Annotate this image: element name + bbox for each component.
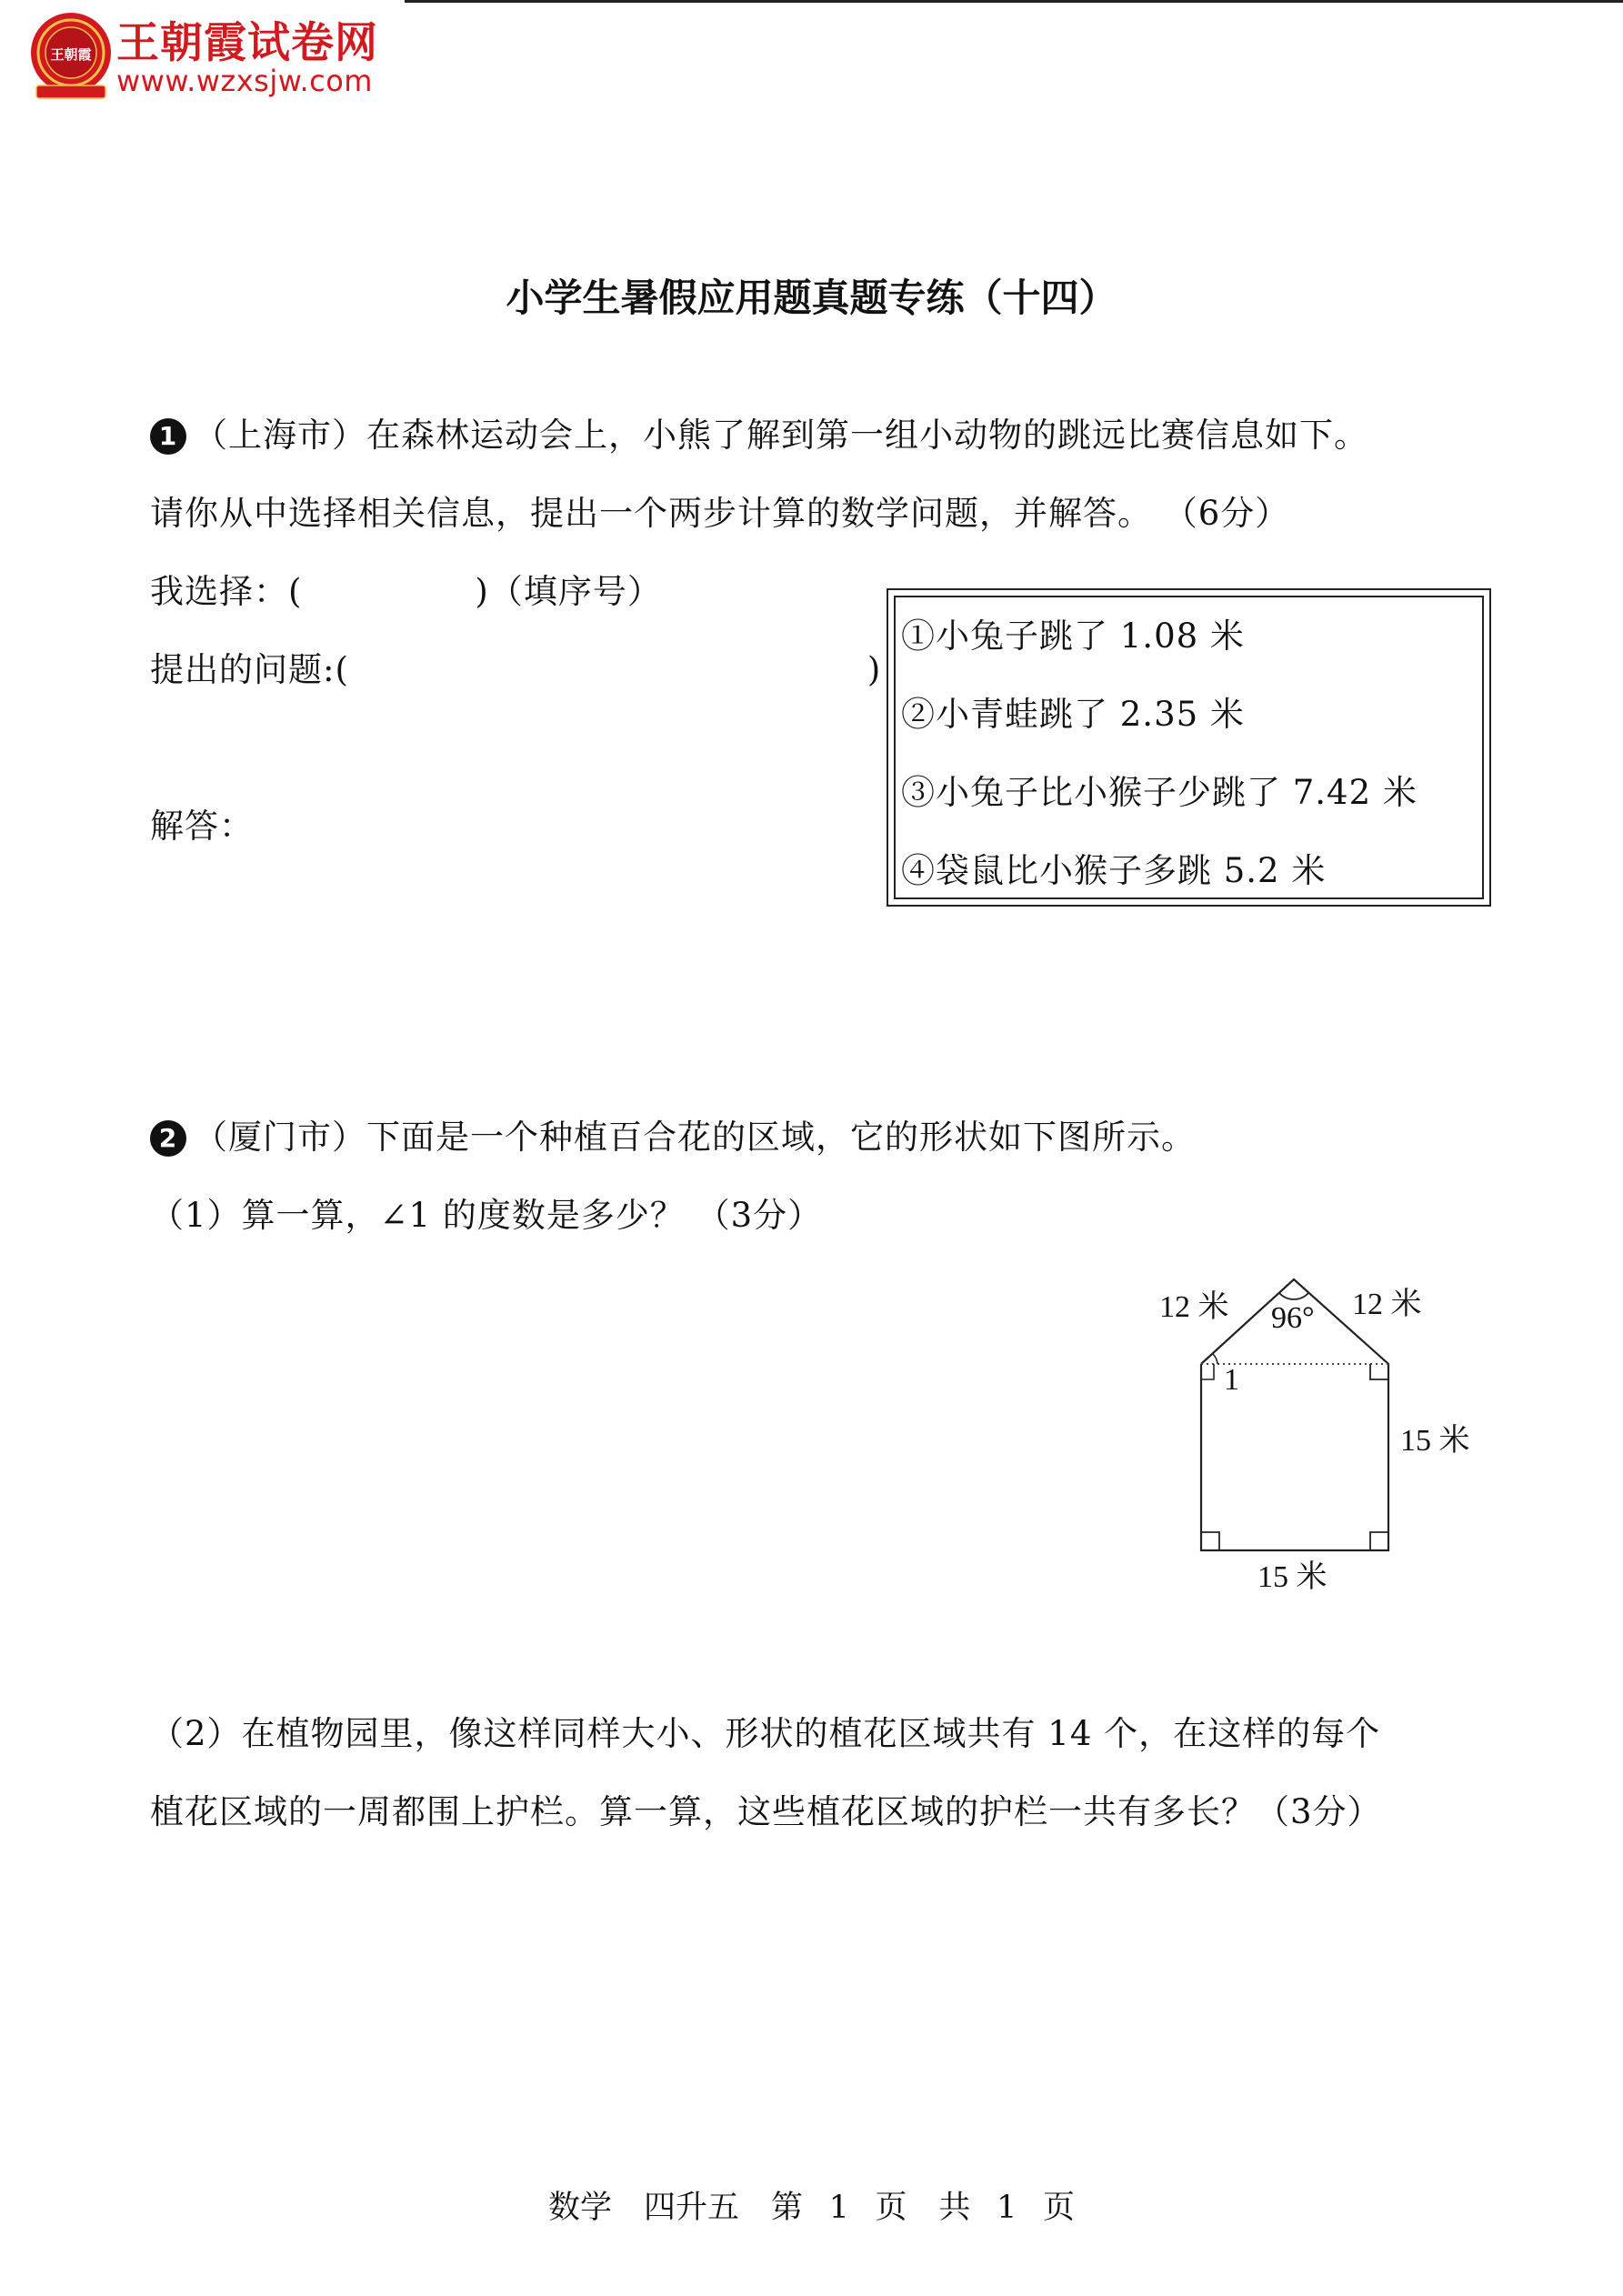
left-slant-label: 12 米 [1159, 1290, 1229, 1324]
q2-intro-text: （厦门市）下面是一个种植百合花的区域，它的形状如下图所示。 [194, 1118, 1196, 1157]
info-item-4: ④袋鼠比小猴子多跳 5.2 米 [901, 851, 1327, 890]
page-title: 小学生暑假应用题真题专练（十四） [506, 276, 1117, 320]
svg-text:王朝霞: 王朝霞 [50, 46, 92, 63]
info-item-1: ①小兔子跳了 1.08 米 [901, 617, 1245, 656]
right-angle-marker-bottom-right [1370, 1532, 1388, 1550]
brand-url: www.wzxsjw.com [116, 64, 373, 98]
q2-part1: （1）算一算，∠1 的度数是多少？ （3分） [150, 1196, 823, 1235]
q2-part2-line2: 植花区域的一周都围上护栏。算一算，这些植花区域的护栏一共有多长？（3分） [150, 1792, 1382, 1831]
brand-name: 王朝霞试卷网 [116, 18, 378, 68]
right-angle-marker-bottom-left [1201, 1532, 1219, 1550]
q2-intro [150, 1109, 1196, 1158]
bottom-side-label: 15 米 [1257, 1560, 1327, 1594]
header-rule [405, 0, 1623, 3]
right-slant-label: 12 米 [1352, 1288, 1422, 1321]
q1-question-label: 提出的问题:( ) [150, 650, 882, 689]
apex-angle-label: 96° [1271, 1301, 1315, 1335]
q2-part2-line1: （2）在植物园里，像这样同样大小、形状的植花区域共有 14 个，在这样的每个 [150, 1714, 1381, 1753]
q1-line2: 请你从中选择相关信息，提出一个两步计算的数学问题，并解答。 （6分） [150, 494, 1290, 533]
q1-line1-text: （上海市）在森林运动会上，小熊了解到第一组小动物的跳远比赛信息如下。 [194, 416, 1368, 455]
q1-answer-label: 解答： [150, 807, 254, 846]
q1-choose-label: 我选择：( )（填序号） [150, 572, 662, 611]
q1-number-badge: 1 [150, 418, 186, 455]
q1-line1 [150, 407, 1368, 456]
lily-area-figure [1141, 1268, 1487, 1605]
info-box [887, 588, 1491, 907]
info-item-3: ③小兔子比小猴子少跳了 7.42 米 [901, 773, 1418, 812]
right-angle-marker-top-right [1370, 1364, 1388, 1379]
right-angle-marker-top-left [1201, 1364, 1214, 1379]
q2-number-badge: 2 [150, 1120, 186, 1157]
page-footer: 数学 四升五 第 1 页 共 1 页 [547, 2190, 1076, 2226]
angle-1-arc [1213, 1354, 1217, 1364]
apex-angle-arc [1279, 1293, 1308, 1299]
right-side-label: 15 米 [1400, 1424, 1470, 1458]
angle-1-label: 1 [1224, 1363, 1239, 1397]
info-item-2: ②小青蛙跳了 2.35 米 [901, 695, 1245, 734]
logo-seal-icon [25, 11, 116, 102]
